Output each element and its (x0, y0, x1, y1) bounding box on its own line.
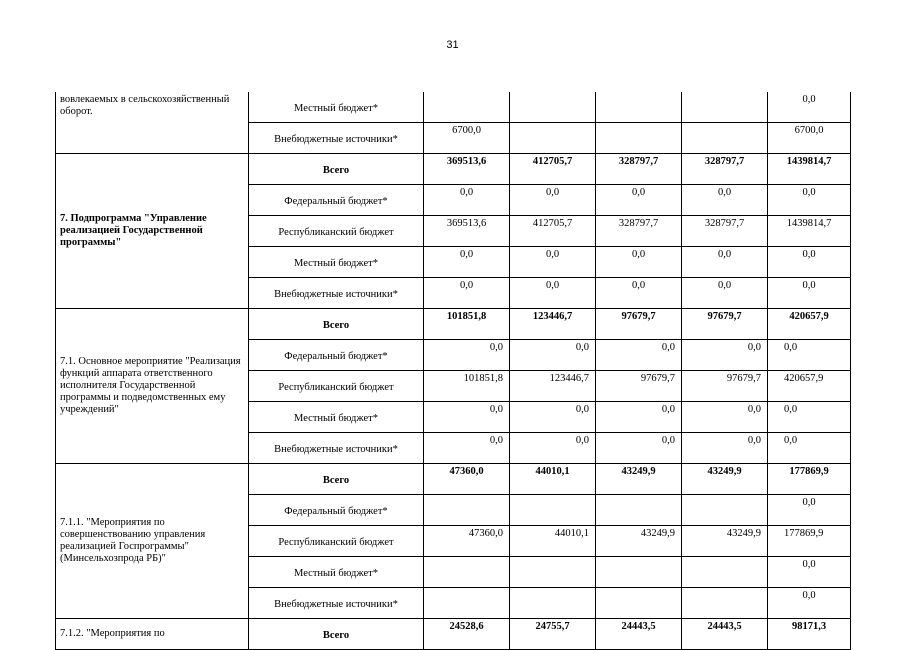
value-cell: 24755,7 (510, 619, 596, 650)
source-cell: Внебюджетные источники* (249, 123, 424, 154)
value-cell: 0,0 (596, 402, 682, 433)
value-cell: 0,0 (768, 185, 851, 216)
value-cell (682, 557, 768, 588)
value-cell: 369513,6 (424, 154, 510, 185)
value-cell: 0,0 (510, 185, 596, 216)
value-cell: 0,0 (510, 278, 596, 309)
value-cell: 43249,9 (682, 464, 768, 495)
value-cell: 0,0 (510, 247, 596, 278)
value-cell: 24528,6 (424, 619, 510, 650)
value-cell: 97679,7 (596, 371, 682, 402)
value-cell: 0,0 (682, 185, 768, 216)
value-cell: 0,0 (768, 247, 851, 278)
value-cell: 47360,0 (424, 464, 510, 495)
value-cell: 0,0 (768, 278, 851, 309)
source-cell: Всего (249, 619, 424, 650)
value-cell (682, 495, 768, 526)
value-cell (510, 123, 596, 154)
source-cell: Местный бюджет* (249, 557, 424, 588)
value-cell: 0,0 (682, 247, 768, 278)
page-number: 31 (446, 39, 459, 51)
item-label: 7. Подпрограмма "Управление реализацией Государственной программы" (56, 154, 249, 309)
source-cell: Всего (249, 154, 424, 185)
value-cell (510, 557, 596, 588)
source-cell: Внебюджетные источники* (249, 588, 424, 619)
source-cell: Местный бюджет* (249, 92, 424, 123)
value-cell: 43249,9 (682, 526, 768, 557)
value-cell: 0,0 (682, 433, 768, 464)
value-cell: 98171,3 (768, 619, 851, 650)
value-cell: 328797,7 (682, 154, 768, 185)
value-cell: 1439814,7 (768, 216, 851, 247)
item-label: 7.1. Основное мероприятие "Реализация функций аппарата ответственного исполнителя Государственной программы и подведомственных ему учреждений" (56, 309, 249, 464)
source-cell: Федеральный бюджет* (249, 495, 424, 526)
value-cell (510, 495, 596, 526)
source-cell: Местный бюджет* (249, 247, 424, 278)
source-cell: Всего (249, 309, 424, 340)
value-cell: 328797,7 (596, 154, 682, 185)
source-cell: Республиканский бюджет (249, 371, 424, 402)
value-cell (596, 588, 682, 619)
value-cell: 43249,9 (596, 464, 682, 495)
value-cell: 0,0 (768, 402, 851, 433)
value-cell (424, 588, 510, 619)
value-cell: 177869,9 (768, 464, 851, 495)
value-cell: 0,0 (768, 340, 851, 371)
value-cell: 0,0 (768, 495, 851, 526)
value-cell: 97679,7 (682, 371, 768, 402)
value-cell: 177869,9 (768, 526, 851, 557)
value-cell: 123446,7 (510, 309, 596, 340)
value-cell: 0,0 (596, 247, 682, 278)
value-cell: 420657,9 (768, 309, 851, 340)
table-row (56, 92, 851, 123)
item-label: 7.1.2. "Мероприятия по (56, 619, 249, 650)
value-cell: 0,0 (424, 278, 510, 309)
value-cell (424, 495, 510, 526)
value-cell (682, 588, 768, 619)
value-cell (596, 557, 682, 588)
value-cell: 44010,1 (510, 464, 596, 495)
value-cell: 0,0 (682, 340, 768, 371)
value-cell: 47360,0 (424, 526, 510, 557)
value-cell: 101851,8 (424, 309, 510, 340)
value-cell: 0,0 (510, 433, 596, 464)
table-row (56, 309, 851, 340)
source-cell: Внебюджетные источники* (249, 278, 424, 309)
value-cell: 0,0 (424, 185, 510, 216)
value-cell: 97679,7 (682, 309, 768, 340)
value-cell: 0,0 (768, 557, 851, 588)
value-cell: 0,0 (682, 402, 768, 433)
value-cell (510, 92, 596, 123)
value-cell: 328797,7 (596, 216, 682, 247)
table-row (56, 154, 851, 185)
source-cell: Республиканский бюджет (249, 526, 424, 557)
value-cell (596, 92, 682, 123)
value-cell: 6700,0 (424, 123, 510, 154)
value-cell: 0,0 (596, 278, 682, 309)
table-row (56, 619, 851, 650)
value-cell: 0,0 (682, 278, 768, 309)
source-cell: Республиканский бюджет (249, 216, 424, 247)
value-cell: 123446,7 (510, 371, 596, 402)
value-cell (682, 123, 768, 154)
value-cell: 0,0 (424, 340, 510, 371)
value-cell: 24443,5 (682, 619, 768, 650)
value-cell: 412705,7 (510, 154, 596, 185)
value-cell: 0,0 (510, 340, 596, 371)
value-cell (424, 92, 510, 123)
value-cell: 6700,0 (768, 123, 851, 154)
budget-table (55, 92, 851, 650)
value-cell: 412705,7 (510, 216, 596, 247)
value-cell: 369513,6 (424, 216, 510, 247)
value-cell: 0,0 (596, 185, 682, 216)
value-cell (682, 92, 768, 123)
value-cell (596, 495, 682, 526)
value-cell: 24443,5 (596, 619, 682, 650)
value-cell: 0,0 (768, 433, 851, 464)
value-cell (424, 557, 510, 588)
value-cell: 0,0 (768, 92, 851, 123)
value-cell: 43249,9 (596, 526, 682, 557)
value-cell: 328797,7 (682, 216, 768, 247)
value-cell: 0,0 (424, 247, 510, 278)
value-cell: 101851,8 (424, 371, 510, 402)
value-cell: 97679,7 (596, 309, 682, 340)
value-cell: 0,0 (510, 402, 596, 433)
value-cell (596, 123, 682, 154)
value-cell: 44010,1 (510, 526, 596, 557)
source-cell: Всего (249, 464, 424, 495)
item-label: вовлекаемых в сельскохозяйственный оборот. (56, 92, 249, 154)
value-cell (510, 588, 596, 619)
source-cell: Внебюджетные источники* (249, 433, 424, 464)
value-cell: 0,0 (424, 433, 510, 464)
item-label: 7.1.1. "Мероприятия по совершенствованию управления реализацией Госпрограммы" (Минсельхозпрода РБ)" (56, 464, 249, 619)
value-cell: 420657,9 (768, 371, 851, 402)
value-cell: 0,0 (424, 402, 510, 433)
source-cell: Федеральный бюджет* (249, 185, 424, 216)
value-cell: 0,0 (596, 433, 682, 464)
source-cell: Местный бюджет* (249, 402, 424, 433)
value-cell: 0,0 (768, 588, 851, 619)
value-cell: 1439814,7 (768, 154, 851, 185)
source-cell: Федеральный бюджет* (249, 340, 424, 371)
value-cell: 0,0 (596, 340, 682, 371)
table-row (56, 464, 851, 495)
